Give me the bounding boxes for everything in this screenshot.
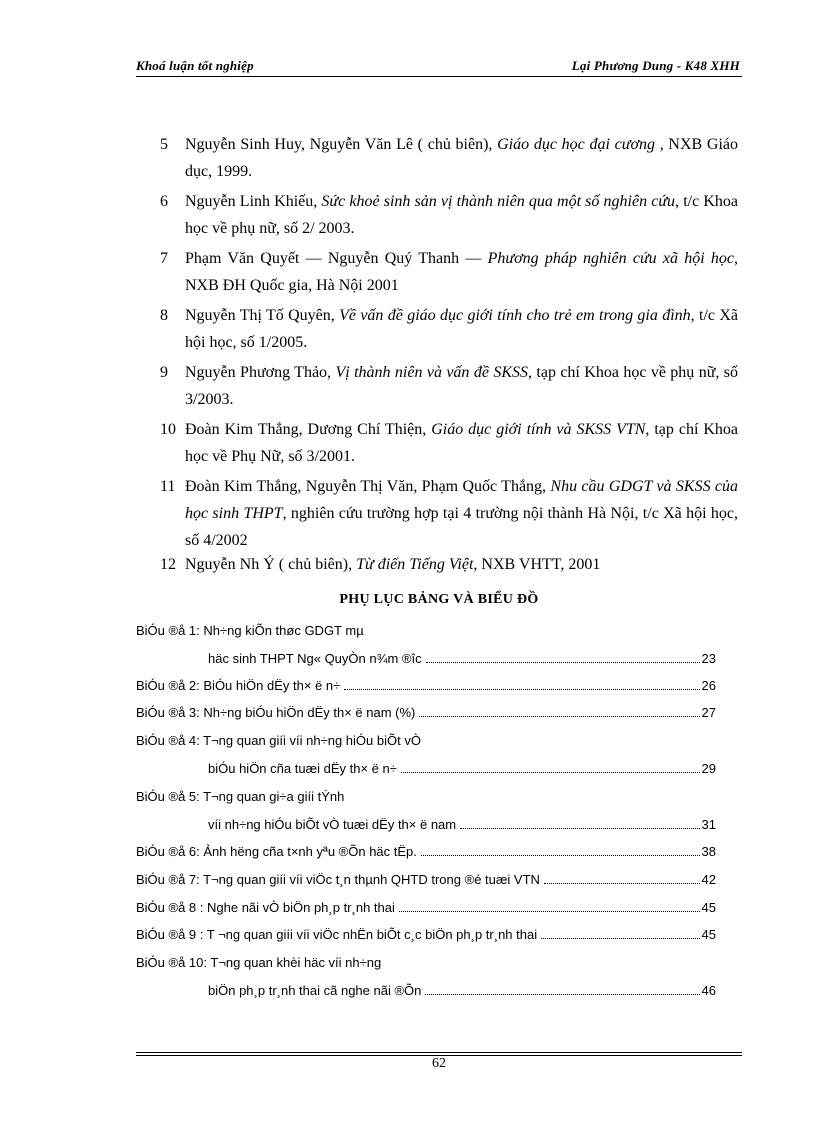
toc-entry-title: BiÓu ®å 3: Nh÷ng biÓu hiÖn dËy th× ë nam (%) <box>136 705 416 720</box>
header-author: Lại Phương Dung - K48 XHH <box>571 58 740 73</box>
toc-page-number: 23 <box>701 651 716 666</box>
toc-entry <box>136 788 716 834</box>
dot-leader <box>426 662 700 663</box>
toc-line <box>136 954 716 972</box>
toc-line <box>136 899 716 917</box>
reference-publisher: , NXB ĐH Quốc gia, Hà Nội 2001 <box>185 250 739 294</box>
toc-entry <box>136 899 716 917</box>
appendix-title: PHỤ LỤC BẢNG VÀ BIỂU ĐỒ <box>339 592 539 607</box>
toc-entry <box>136 677 716 695</box>
toc-line <box>136 788 716 806</box>
dot-leader <box>399 911 700 912</box>
toc-entry-title: BiÓu ®å 9 : T ¬ng quan giíi víi viÖc nhËn biÕt c¸c biÖn ph¸p tr¸nh thai <box>136 927 538 942</box>
toc-entry-title-cont: biÓu hiÖn cña tuæi dËy th× ë n÷ <box>208 761 397 776</box>
reference-number: 7 <box>160 250 168 267</box>
reference-entry <box>160 473 738 554</box>
reference-publisher: , tạp chí Khoa học về Phụ Nữ, số 3/2001. <box>185 421 739 465</box>
reference-publisher: , NXB Giáo dục, 1999. <box>185 136 738 180</box>
dot-leader <box>419 716 699 717</box>
toc-entry <box>136 732 716 778</box>
toc-line <box>136 816 716 834</box>
toc-line <box>136 677 716 695</box>
toc-line <box>136 926 716 944</box>
toc-entry-title-cont: häc sinh THPT Ng« QuyÒn n¾m ®îc <box>208 651 422 666</box>
toc-page-number: 29 <box>701 761 716 776</box>
dot-leader <box>544 883 700 884</box>
reference-authors: Đoàn Kim Thắng, Nguyễn Thị Văn, Phạm Quốc Thắng, <box>185 478 551 495</box>
toc-entry-title: BiÓu ®å 6: Ảnh hëng cña t×nh yªu ®Õn häc tËp. <box>136 844 417 859</box>
toc-page-number: 26 <box>701 678 716 693</box>
header-thesis-label: Khoá luận tốt nghiệp <box>136 58 254 73</box>
reference-number: 10 <box>160 421 176 438</box>
reference-entry <box>160 551 738 578</box>
reference-title: Về vấn đề giáo dục giới tính cho trẻ em trong gia đình <box>339 307 691 324</box>
reference-title: Giáo dục giới tính và SKSS VTN <box>431 421 646 438</box>
reference-publisher: , t/c Khoa học về phụ nữ, số 2/ 2003. <box>185 193 738 237</box>
reference-entry <box>160 302 738 356</box>
reference-title: Nhu cầu GDGT và SKSS của học sinh THPT <box>185 478 739 522</box>
reference-number: 5 <box>160 136 168 153</box>
toc-line <box>136 843 716 861</box>
toc-line <box>136 982 716 1000</box>
page-header <box>136 58 742 78</box>
reference-entry <box>160 245 738 299</box>
page-number: 62 <box>432 1056 446 1071</box>
reference-title: Vị thành niên và vấn đề SKSS <box>335 364 528 381</box>
toc-entry <box>136 954 716 1000</box>
toc-page-number: 45 <box>701 927 716 942</box>
toc-page-number: 46 <box>701 983 716 998</box>
header-rule <box>136 76 742 77</box>
toc-page-number: 38 <box>701 844 716 859</box>
toc-entry <box>136 622 716 668</box>
reference-number: 9 <box>160 364 168 381</box>
reference-publisher: , tạp chí Khoa học về phụ nữ, số 3/2003. <box>185 364 738 408</box>
reference-entry <box>160 359 738 413</box>
reference-publisher: , t/c Xã hội học, số 1/2005. <box>185 307 739 351</box>
toc-page-number: 45 <box>701 900 716 915</box>
reference-entry <box>160 416 738 470</box>
toc-entry <box>136 704 716 722</box>
reference-entry <box>160 131 738 185</box>
reference-authors: Nguyễn Nh Ý ( chủ biên), <box>185 556 357 573</box>
reference-title: Giáo dục học đại cương <box>497 136 655 153</box>
reference-number: 8 <box>160 307 168 324</box>
reference-authors: Nguyễn Thị Tố Quyên, <box>185 307 340 324</box>
toc-entry-title-cont: biÖn ph¸p tr¸nh thai cã nghe nãi ®Õn <box>208 983 422 998</box>
toc-line <box>136 622 716 640</box>
toc-line <box>136 704 716 722</box>
toc-entry <box>136 843 716 861</box>
reference-publisher: , nghiên cứu trường hợp tại 4 trường nội thành Hà Nội, t/c Xã hội học, số 4/2002 <box>185 505 738 549</box>
reference-publisher: , NXB VHTT, 2001 <box>473 556 601 573</box>
reference-title: Từ điển Tiếng Việt <box>356 556 474 573</box>
reference-authors: Nguyễn Phương Thảo, <box>185 364 336 381</box>
dot-leader <box>425 994 699 995</box>
dot-leader <box>460 828 699 829</box>
reference-number: 12 <box>160 556 176 573</box>
toc-entry-title: BiÓu ®å 2: BiÓu hiÖn dËy th× ë n÷ <box>136 678 341 693</box>
reference-title: Sức khoẻ sinh sản vị thành niên qua một số nghiên cứu <box>321 193 676 210</box>
dot-leader <box>344 689 699 690</box>
reference-title: Phương pháp nghiên cứu xã hội học <box>487 250 735 267</box>
reference-authors: Phạm Văn Quyết — Nguyễn Quý Thanh — <box>185 250 488 267</box>
toc-line <box>136 871 716 889</box>
toc-line <box>136 650 716 668</box>
toc-line <box>136 760 716 778</box>
reference-number: 6 <box>160 193 168 210</box>
dot-leader <box>401 772 700 773</box>
toc-page-number: 27 <box>701 705 716 720</box>
toc-entry <box>136 871 716 889</box>
toc-entry-title: BiÓu ®å 5: T¬ng quan gi÷a giíi tÝnh <box>136 789 345 804</box>
toc-entry-title: BiÓu ®å 7: T¬ng quan giíi víi viÖc t¸n thµnh QHTD trong ®é tuæi VTN <box>136 872 540 887</box>
reference-authors: Nguyễn Sinh Huy, Nguyễn Văn Lê ( chủ biên), <box>185 136 498 153</box>
toc-entry-title: BiÓu ®å 10: T¬ng quan khèi häc víi nh÷ng <box>136 955 382 970</box>
toc-line <box>136 732 716 750</box>
dot-leader <box>421 855 700 856</box>
toc-page-number: 42 <box>701 872 716 887</box>
footer-rule <box>136 1052 742 1053</box>
reference-number: 11 <box>160 478 176 495</box>
toc-entry <box>136 926 716 944</box>
toc-entry-title: BiÓu ®å 1: Nh÷ng kiÕn thøc GDGT mµ <box>136 623 364 638</box>
reference-authors: Đoàn Kim Thắng, Dương Chí Thiện, <box>185 421 432 438</box>
toc-entry-title: BiÓu ®å 8 : Nghe nãi vÒ biÖn ph¸p tr¸nh thai <box>136 900 395 915</box>
reference-entry <box>160 188 738 242</box>
toc-entry-title: BiÓu ®å 4: T¬ng quan giíi víi nh÷ng hiÓu biÕt vÒ <box>136 733 421 748</box>
toc-entry-title-cont: víi nh÷ng hiÓu biÕt vÒ tuæi dËy th× ë nam <box>208 817 457 832</box>
dot-leader <box>541 938 699 939</box>
toc-page-number: 31 <box>701 817 716 832</box>
reference-authors: Nguyễn Linh Khiếu, <box>185 193 322 210</box>
